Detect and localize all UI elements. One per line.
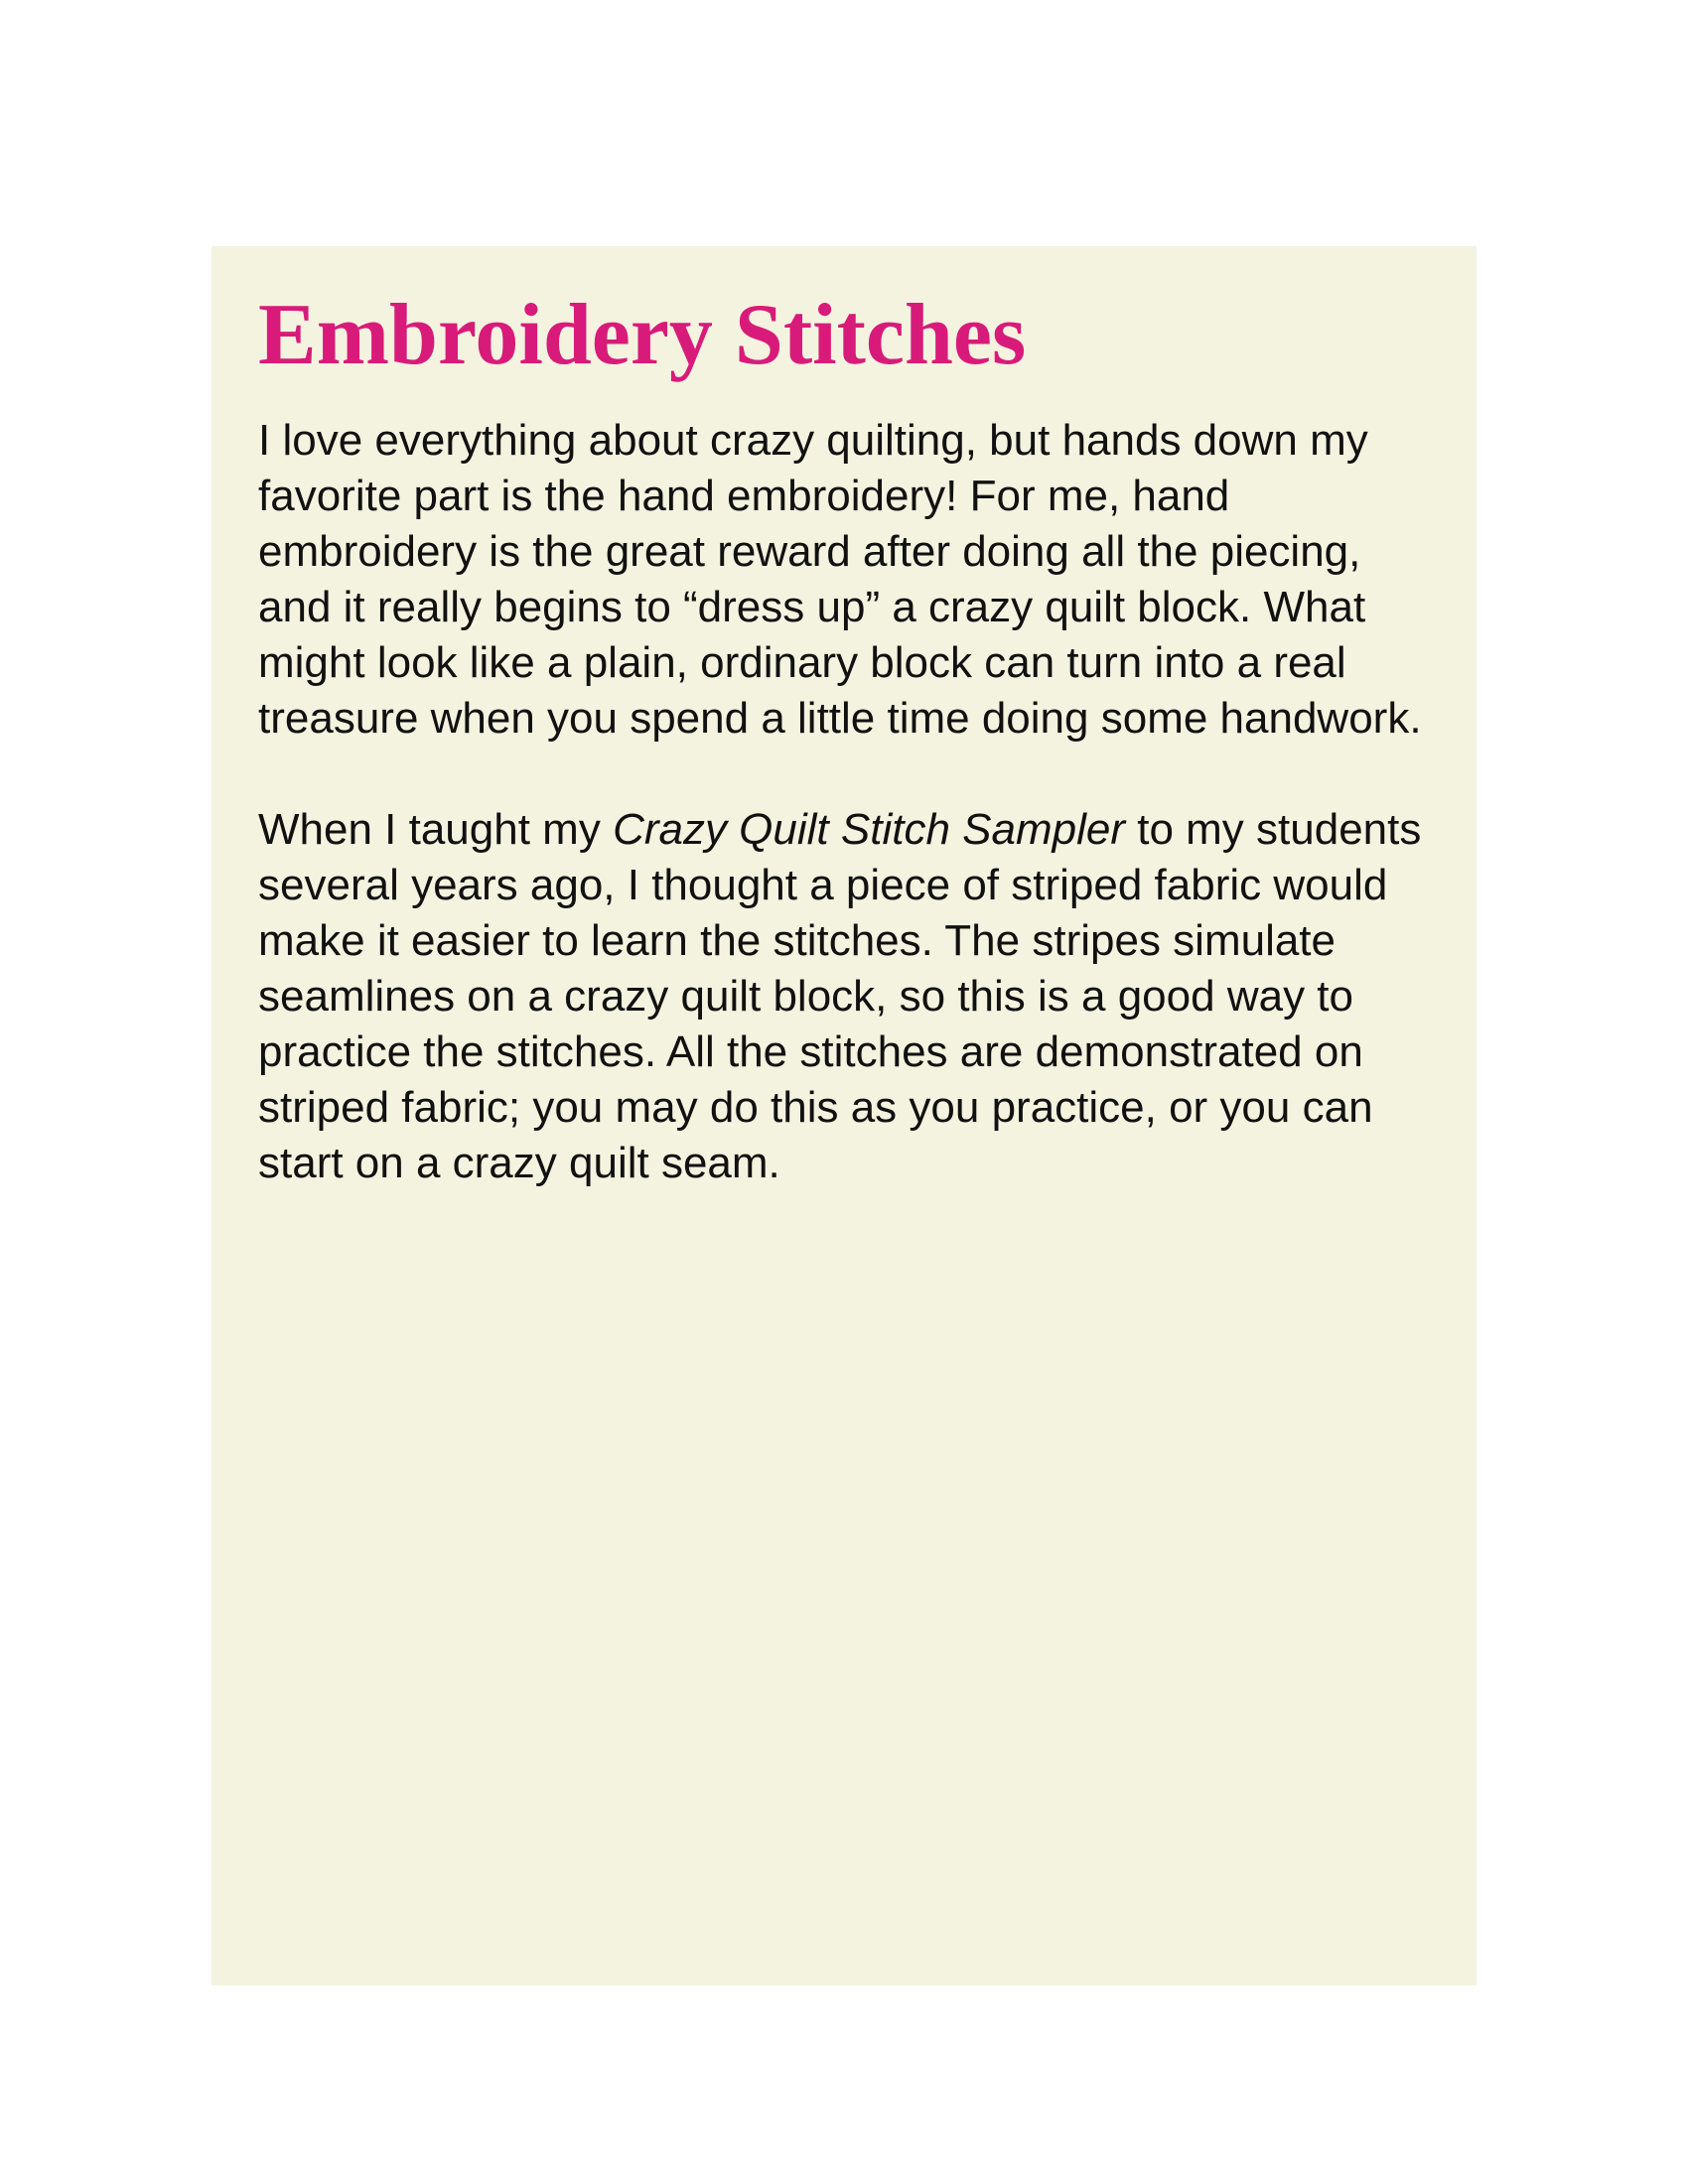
sampler-paragraph bbox=[258, 802, 1437, 1191]
intro-paragraph: I love everything about crazy quilting, but hands down my favorite part is the hand embroidery! For me, hand embroidery is the great reward after doing all the piecing, and it really begins to “dress up” a crazy quilt block. What might look like a plain, ordinary block can turn into a real treasure when you spend a little time doing some handwork. bbox=[258, 416, 1422, 743]
content-panel bbox=[211, 246, 1477, 1985]
page-title: Embroidery Stitches bbox=[258, 287, 1027, 383]
sampler-paragraph-end: to my students several years ago, I thought a piece of striped fabric would make it easier to learn the stitches. The stripes simulate seamlines on a crazy quilt block, so this is a good way to practice the stitches. All the stitches are demonstrated on striped fabric; you may do this as you practice, or you can start on a crazy quilt seam. bbox=[258, 805, 1422, 1187]
sampler-title-emphasis: Crazy Quilt Stitch Sampler bbox=[613, 805, 1125, 854]
sampler-paragraph-start: When I taught my bbox=[258, 805, 614, 854]
